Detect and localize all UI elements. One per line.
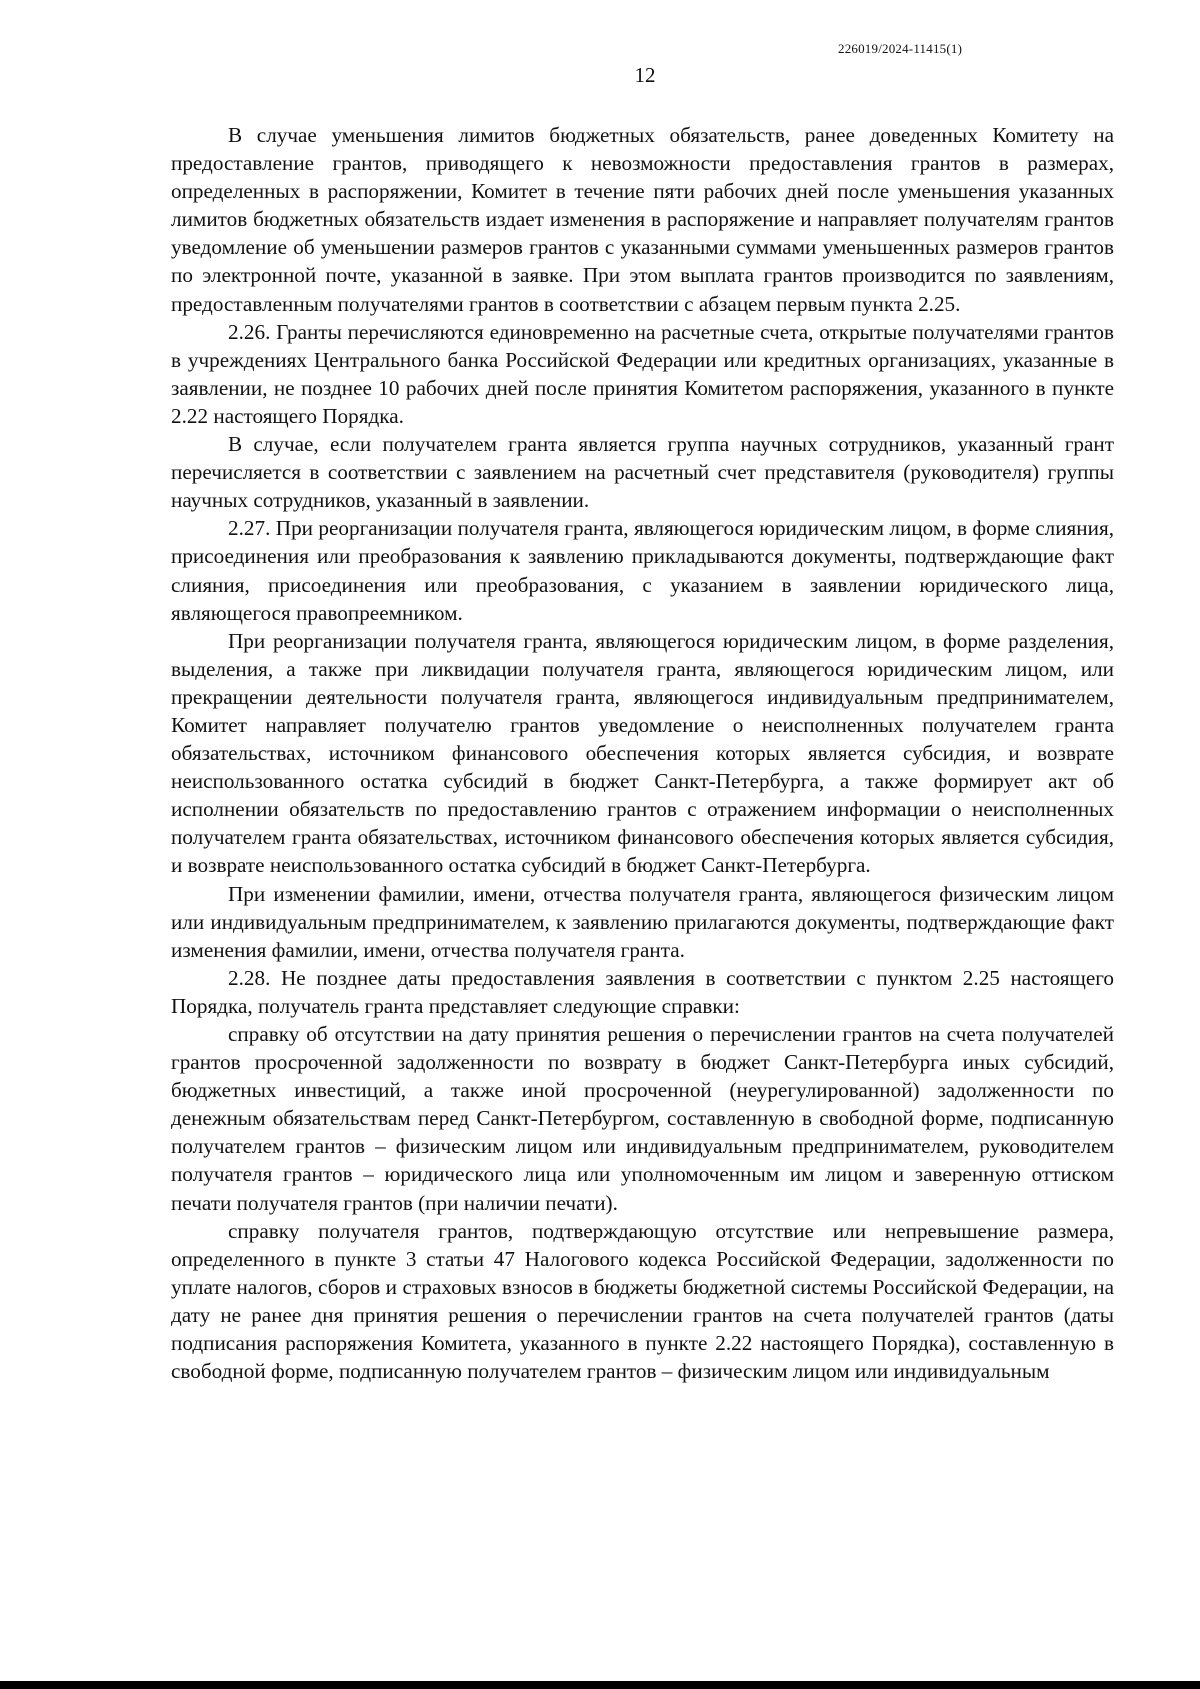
document-registration-number: 226019/2024-11415(1)	[838, 41, 963, 56]
paragraph-name-change: При изменении фамилии, имени, отчества получателя гранта, являющегося физическим лицом или индивидуальным предпринимателем, к заявлению прилагаются документы, подтверждающие факт изменения фамилии, имени, отчества получателя гранта.	[171, 881, 1114, 962]
paragraph-debt-absence-certificate: справку об отсутствии на дату принятия решения о перечислении грантов на счета получателей грантов просроченной задолженности по возврату в бюджет Санкт-Петербурга иных субсидий, бюджетных инвестиций, а также иной просроченной (неурегулированной) задолженности по денежным обязательствам перед Санкт-Петербургом, составленную в свободной форме, подписанную получателем грантов – физическим лицом или индивидуальным предпринимателем, руководителем получателя грантов – юридического лица или уполномоченным им лицом и заверенную оттиском печати получателя грантов (при наличии печати).	[171, 1022, 1114, 1215]
paragraph-research-group-grant: В случае, если получателем гранта является группа научных сотрудников, указанный грант перечисляется в соответствии с заявлением на расчетный счет представителя (руководителя) группы научных сотрудников, указанный в заявлении.	[171, 432, 1114, 513]
paragraph-2-27-reorganization-merger: 2.27. При реорганизации получателя гранта, являющегося юридическим лицом, в форме слияния, присоединения или преобразования к заявлению прикладываются документы, подтверждающие факт слияния, присоединения или преобразования, с указанием в заявлении юридического лица, являющегося правопреемником.	[171, 516, 1114, 625]
paragraph-tax-debt-certificate: справку получателя грантов, подтверждающую отсутствие или непревышение размера, определенного в пункте 3 статьи 47 Налогового кодекса Российской Федерации, задолженности по уплате налогов, сборов и страховых взносов в бюджеты бюджетной системы Российской Федерации, на дату не ранее дня принятия решения о перечислении грантов на счета получателей грантов (даты подписания распоряжения Комитета, указанного в пункте 2.22 настоящего Порядка), составленную в свободной форме, подписанную получателем грантов – физическим лицом или индивидуальным	[171, 1218, 1114, 1384]
bottom-scan-edge	[0, 1681, 1200, 1689]
paragraph-2-28-certificates: 2.28. Не позднее даты предоставления заявления в соответствии с пунктом 2.25 настоящего Порядка, получатель гранта представляет следующие справки:	[171, 965, 1114, 1018]
paragraph-2-26-grant-transfer: 2.26. Гранты перечисляются единовременно на расчетные счета, открытые получателями грантов в учреждениях Центрального банка Российской Федерации или кредитных организациях, указанные в заявлении, не позднее 10 рабочих дней после принятия Комитетом распоряжения, указанного в пункте 2.22 настоящего Порядка.	[171, 319, 1114, 428]
paragraph-reorganization-division: При реорганизации получателя гранта, являющегося юридическим лицом, в форме разделения, выделения, а также при ликвидации получателя гранта, являющегося юридическим лицом, или прекращении деятельности получателя гранта, являющегося индивидуальным предпринимателем, Комитет направляет получателю грантов уведомление о неисполненных получателем гранта обязательствах, источником финансового обеспечения которых является субсидия, и возврате неиспользованного остатка субсидий в бюджет Санкт-Петербурга, а также формирует акт об исполнении обязательств по предоставлению грантов с отражением информации о неисполненных получателем гранта обязательствах, источником финансового обеспечения которых является субсидия, и возврате неиспользованного остатка субсидий в бюджет Санкт-Петербурга.	[171, 628, 1114, 878]
paragraph-budget-limits-reduction: В случае уменьшения лимитов бюджетных обязательств, ранее доведенных Комитету на предоставление грантов, приводящего к невозможности предоставления грантов в размерах, определенных в распоряжении, Комитет в течение пяти рабочих дней после уменьшения указанных лимитов бюджетных обязательств издает изменения в распоряжение и направляет получателям грантов уведомление об уменьшении размеров грантов с указанными суммами уменьшенных размеров грантов по электронной почте, указанной в заявке. При этом выплата грантов производится по заявлениям, предоставленным получателями грантов в соответствии с абзацем первым пункта 2.25.	[171, 123, 1114, 316]
document-body	[171, 121, 1114, 1385]
page-number: 12	[634, 63, 656, 87]
